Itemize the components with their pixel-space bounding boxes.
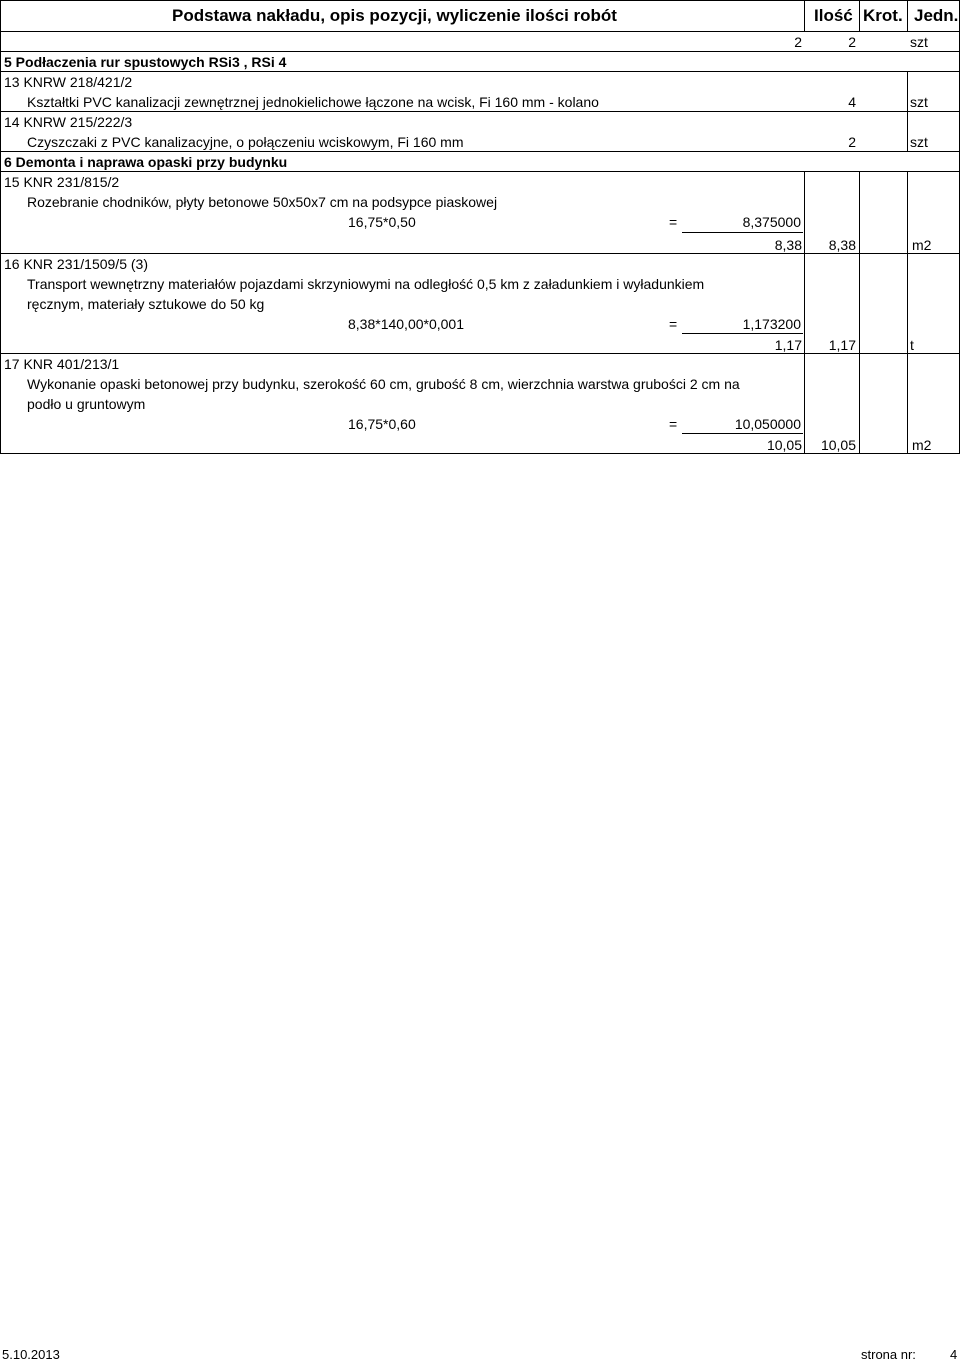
row-divider <box>0 111 959 112</box>
pos14-description: Czyszczaki z PVC kanalizacyjne, o połączeniu wciskowym, Fi 160 mm <box>27 134 464 150</box>
pos17-code: 17 KNR 401/213/1 <box>4 356 120 372</box>
table-border-left <box>0 0 1 454</box>
column-header-unit: Jedn. <box>914 6 959 25</box>
header-column-divider <box>859 0 860 31</box>
column-divider <box>907 71 908 151</box>
pos16-result-underline <box>682 333 803 334</box>
pos14-multiplier: 2 <box>848 134 856 150</box>
header-column-divider <box>804 0 805 31</box>
footer-date: 5.10.2013 <box>2 1347 60 1362</box>
footer-page-label: strona nr: <box>861 1347 916 1362</box>
row-divider <box>0 253 959 254</box>
pos15-code: 15 KNR 231/815/2 <box>4 174 120 190</box>
column-divider <box>804 171 805 453</box>
pos16-quantity: 1,17 <box>774 337 802 353</box>
pos17-result: 10,050000 <box>734 416 801 432</box>
pos13-unit: szt <box>910 94 928 110</box>
section5-quantity: 2 <box>794 34 802 50</box>
header-column-divider <box>907 0 908 31</box>
pos15-description: Rozebranie chodników, płyty betonowe 50x50x7 cm na podsypce piaskowej <box>27 194 498 210</box>
pos15-formula: 16,75*0,50 <box>348 214 416 230</box>
pos16-equals: = <box>669 316 678 332</box>
pos17-description-line1: Wykonanie opaski betonowej przy budynku, szerokość 60 cm, grubość 8 cm, wierzchnia warstwa grubości 2 cm na <box>27 376 740 392</box>
pos14-code: 14 KNRW 215/222/3 <box>4 114 133 130</box>
row-divider <box>0 151 959 152</box>
pos13-code: 13 KNRW 218/421/2 <box>4 74 133 90</box>
pos16-formula: 8,38*140,00*0,001 <box>348 316 464 332</box>
pos17-equals: = <box>669 416 678 432</box>
pos15-multiplier: 8,38 <box>828 237 856 253</box>
row-divider <box>0 353 959 354</box>
row-divider <box>0 71 959 72</box>
pos14-unit: szt <box>910 134 928 150</box>
pos17-formula: 16,75*0,60 <box>348 416 416 432</box>
pos17-multiplier: 10,05 <box>820 437 856 453</box>
section6-title: 6 Demonta i naprawa opaski przy budynku <box>4 154 288 170</box>
pos16-multiplier: 1,17 <box>828 337 856 353</box>
pos15-quantity: 8,38 <box>774 237 802 253</box>
table-border-bottom <box>0 453 959 454</box>
footer-page-number: 4 <box>950 1347 958 1362</box>
pos16-code: 16 KNR 231/1509/5 (3) <box>4 256 148 272</box>
row-divider <box>0 51 959 52</box>
pos16-description-line2: ręcznym, materiały sztukowe do 50 kg <box>27 296 265 312</box>
column-header-multiplier: Krot. <box>863 6 903 25</box>
pos15-result: 8,375000 <box>742 214 801 230</box>
column-divider <box>907 171 908 453</box>
pos15-unit: m2 <box>912 237 932 253</box>
table-title: Podstawa nakładu, opis pozycji, wyliczenie ilości robót <box>172 6 617 25</box>
pos17-description-line2: podło u gruntowym <box>27 396 146 412</box>
section5-multiplier: 2 <box>848 34 856 50</box>
column-divider <box>859 171 860 453</box>
pos15-equals: = <box>669 214 678 230</box>
section5-unit: szt <box>910 34 928 50</box>
column-header-quantity: Ilość <box>814 6 853 25</box>
pos13-description: Kształtki PVC kanalizacji zewnętrznej jednokielichowe łączone na wcisk, Fi 160 mm - kolano <box>27 94 599 110</box>
pos17-quantity: 10,05 <box>766 437 802 453</box>
pos16-description-line1: Transport wewnętrzny materiałów pojazdami skrzyniowymi na odległość 0,5 km z załadunkiem i wyładunkiem <box>27 276 705 292</box>
pos13-multiplier: 4 <box>848 94 856 110</box>
pos17-unit: m2 <box>912 437 932 453</box>
pos16-result: 1,173200 <box>742 316 801 332</box>
section5-title: 5 Podłaczenia rur spustowych RSi3 , RSi 4 <box>4 54 287 70</box>
pos16-unit: t <box>910 337 914 353</box>
table-border-top <box>0 0 959 1</box>
pos17-result-underline <box>682 433 803 434</box>
pos15-result-underline <box>682 232 803 233</box>
row-divider <box>0 171 959 172</box>
row-divider <box>0 31 959 32</box>
